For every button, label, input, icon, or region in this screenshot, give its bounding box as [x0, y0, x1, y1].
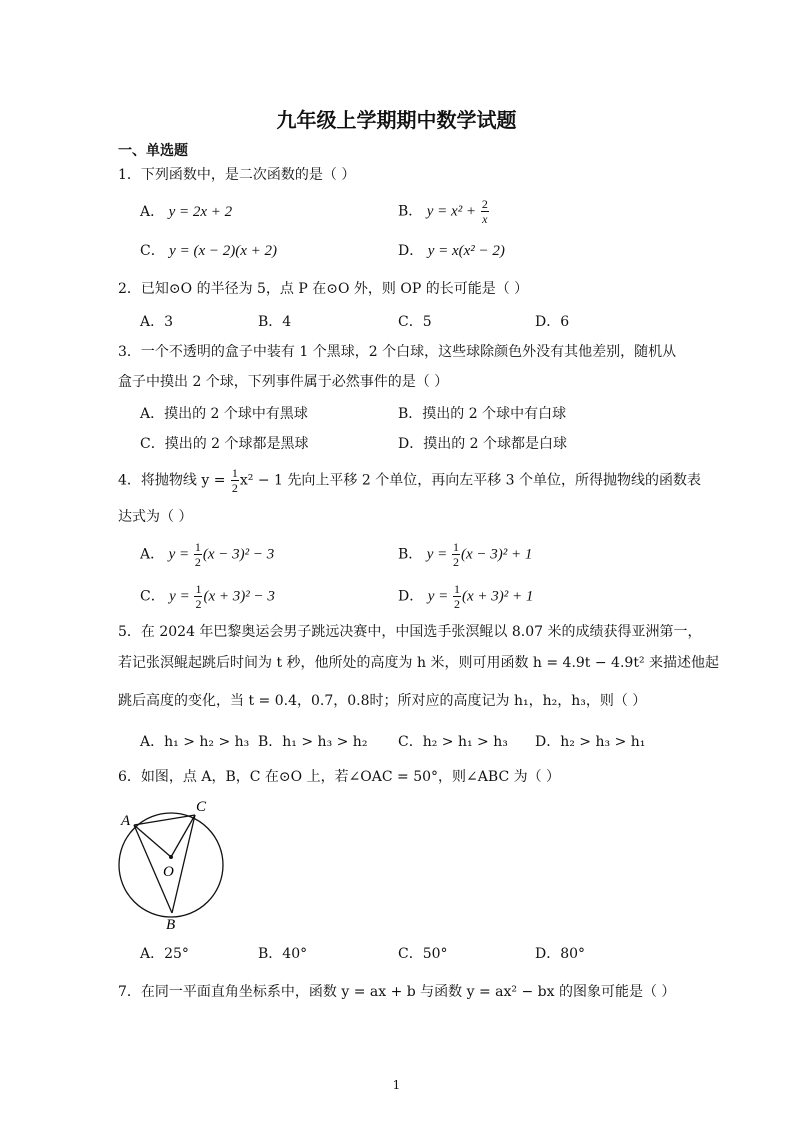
question-6-option-b: B．40°	[258, 946, 308, 962]
question-5-option-c: C．h₂ > h₁ > h₃	[398, 734, 508, 750]
option-lead: y =	[169, 588, 194, 605]
option-lead: y =	[168, 546, 193, 563]
label-c: C	[196, 799, 207, 815]
question-2-option-d: D．6	[535, 314, 570, 330]
question-5-option-a: A．h₁ > h₂ > h₃	[140, 734, 250, 750]
question-4-option-b	[398, 541, 532, 568]
option-tail: (x + 3)² − 3	[203, 588, 275, 605]
option-lead: y =	[427, 588, 452, 605]
option-label: B．	[398, 203, 423, 220]
segment-co	[171, 815, 195, 857]
circle-diagram	[110, 795, 240, 935]
option-label: D．	[398, 243, 424, 259]
fraction-denominator: 2	[231, 481, 238, 495]
option-label: D．	[398, 588, 424, 605]
question-5-stem-line-2: 若记张溟鲲起跳后时间为 t 秒，他所处的高度为 h 米，则可用函数 h = 4.9t − 4.9t² 来描述他起	[118, 655, 720, 671]
question-4-stem-line-2: 达式为（ ）	[118, 509, 193, 525]
segment-ac	[134, 815, 195, 825]
fraction-denominator: 2	[453, 597, 460, 611]
option-fraction	[452, 541, 460, 568]
fraction-numerator: 1	[194, 540, 201, 554]
question-2-option-b: B．4	[258, 314, 292, 330]
option-tail: (x − 3)² + 1	[461, 546, 533, 563]
question-1-option-a	[140, 202, 232, 222]
fraction-denominator: 2	[453, 555, 460, 569]
question-2-option-a: A．3	[140, 314, 174, 330]
option-a-expression: y = 2x + 2	[168, 204, 233, 220]
option-label: C．	[140, 588, 165, 605]
option-label: B．	[398, 546, 423, 563]
stem-fraction	[231, 467, 239, 494]
option-fraction	[194, 583, 202, 610]
fraction-denominator: 2	[194, 555, 201, 569]
question-4-stem-line-1	[118, 467, 701, 494]
fraction-numerator: 1	[453, 540, 460, 554]
question-6-option-a: A．25°	[140, 946, 189, 962]
fraction-numerator: 1	[231, 466, 238, 480]
question-3-option-d: D．摸出的 2 个球都是白球	[398, 436, 568, 452]
question-1-option-c	[140, 241, 277, 261]
option-tail: (x − 3)² − 3	[202, 546, 275, 563]
question-1-option-d	[398, 241, 505, 261]
question-3-stem-line-2: 盒子中摸出 2 个球，下列事件属于必然事件的是（ ）	[118, 374, 449, 390]
question-3-option-b: B．摸出的 2 个球中有白球	[398, 406, 567, 422]
option-d-expression: y = x(x² − 2)	[427, 243, 505, 259]
page-title: 九年级上学期期中数学试题	[276, 108, 517, 132]
option-tail: (x + 3)² + 1	[461, 588, 534, 605]
question-7-stem: 7．在同一平面直角坐标系中，函数 y = ax + b 与函数 y = ax² − bx 的图象可能是（ ）	[118, 984, 676, 1000]
question-6-option-d: D．80°	[535, 946, 586, 962]
option-b-expression-lead: y = x² +	[426, 203, 480, 220]
question-6-stem: 6．如图，点 A，B，C 在⊙O 上，若∠OAC = 50°，则∠ABC 为（ ）	[118, 769, 561, 785]
question-2-option-c: C．5	[398, 314, 432, 330]
question-4-option-c	[140, 583, 275, 610]
fraction-denominator: x	[482, 212, 488, 226]
stem-lead: 4．将抛物线 y =	[118, 472, 230, 489]
option-label: A．	[140, 546, 165, 563]
option-fraction	[194, 541, 202, 568]
question-5-stem-line-1: 5．在 2024 年巴黎奥运会男子跳远决赛中，中国选手张溟鲲以 8.07 米的成绩获得亚洲第一，	[118, 624, 702, 640]
question-3-option-a: A．摸出的 2 个球中有黑球	[140, 406, 308, 422]
option-label: A．	[140, 204, 165, 220]
question-5-stem-line-3: 跳后高度的变化，当 t = 0.4，0.7，0.8时；所对应的高度记为 h₁，h₂，h₃，则（ ）	[118, 693, 647, 709]
option-label: C．	[140, 243, 165, 259]
option-lead: y =	[426, 546, 452, 563]
label-a: A	[121, 813, 131, 829]
question-5-option-b: B．h₁ > h₃ > h₂	[258, 734, 368, 750]
section-heading: 一、单选题	[118, 143, 188, 159]
question-4-option-a	[140, 541, 274, 568]
question-1-option-b	[398, 198, 490, 225]
segment-ao	[134, 825, 171, 857]
fraction-numerator: 1	[195, 582, 202, 596]
option-fraction	[453, 583, 461, 610]
stem-tail: x² − 1 先向上平移 2 个单位，再向左平移 3 个单位，所得抛物线的函数表	[239, 472, 702, 489]
fraction-numerator: 2	[481, 197, 488, 211]
question-3-stem-line-1: 3．一个不透明的盒子中装有 1 个黑球，2 个白球，这些球除颜色外没有其他差别，随机从	[118, 344, 677, 360]
question-1-stem: 1．下列函数中，是二次函数的是（ ）	[118, 167, 356, 183]
question-2-stem: 2．已知⊙O 的半径为 5，点 P 在⊙O 外，则 OP 的长可能是（ ）	[118, 281, 529, 297]
question-5-option-d: D．h₂ > h₃ > h₁	[535, 734, 646, 750]
center-point	[169, 855, 173, 859]
question-6-option-c: C．50°	[398, 946, 448, 962]
fraction-numerator: 1	[453, 582, 460, 596]
label-o: O	[163, 864, 174, 880]
question-4-option-d	[398, 583, 533, 610]
fraction-denominator: 2	[195, 597, 202, 611]
option-b-fraction	[481, 198, 489, 225]
page-number: 1	[392, 1078, 401, 1092]
label-b: B	[166, 917, 176, 933]
segment-cb	[172, 815, 195, 913]
option-c-expression: y = (x − 2)(x + 2)	[169, 243, 277, 259]
question-3-option-c: C．摸出的 2 个球都是黑球	[140, 436, 309, 452]
